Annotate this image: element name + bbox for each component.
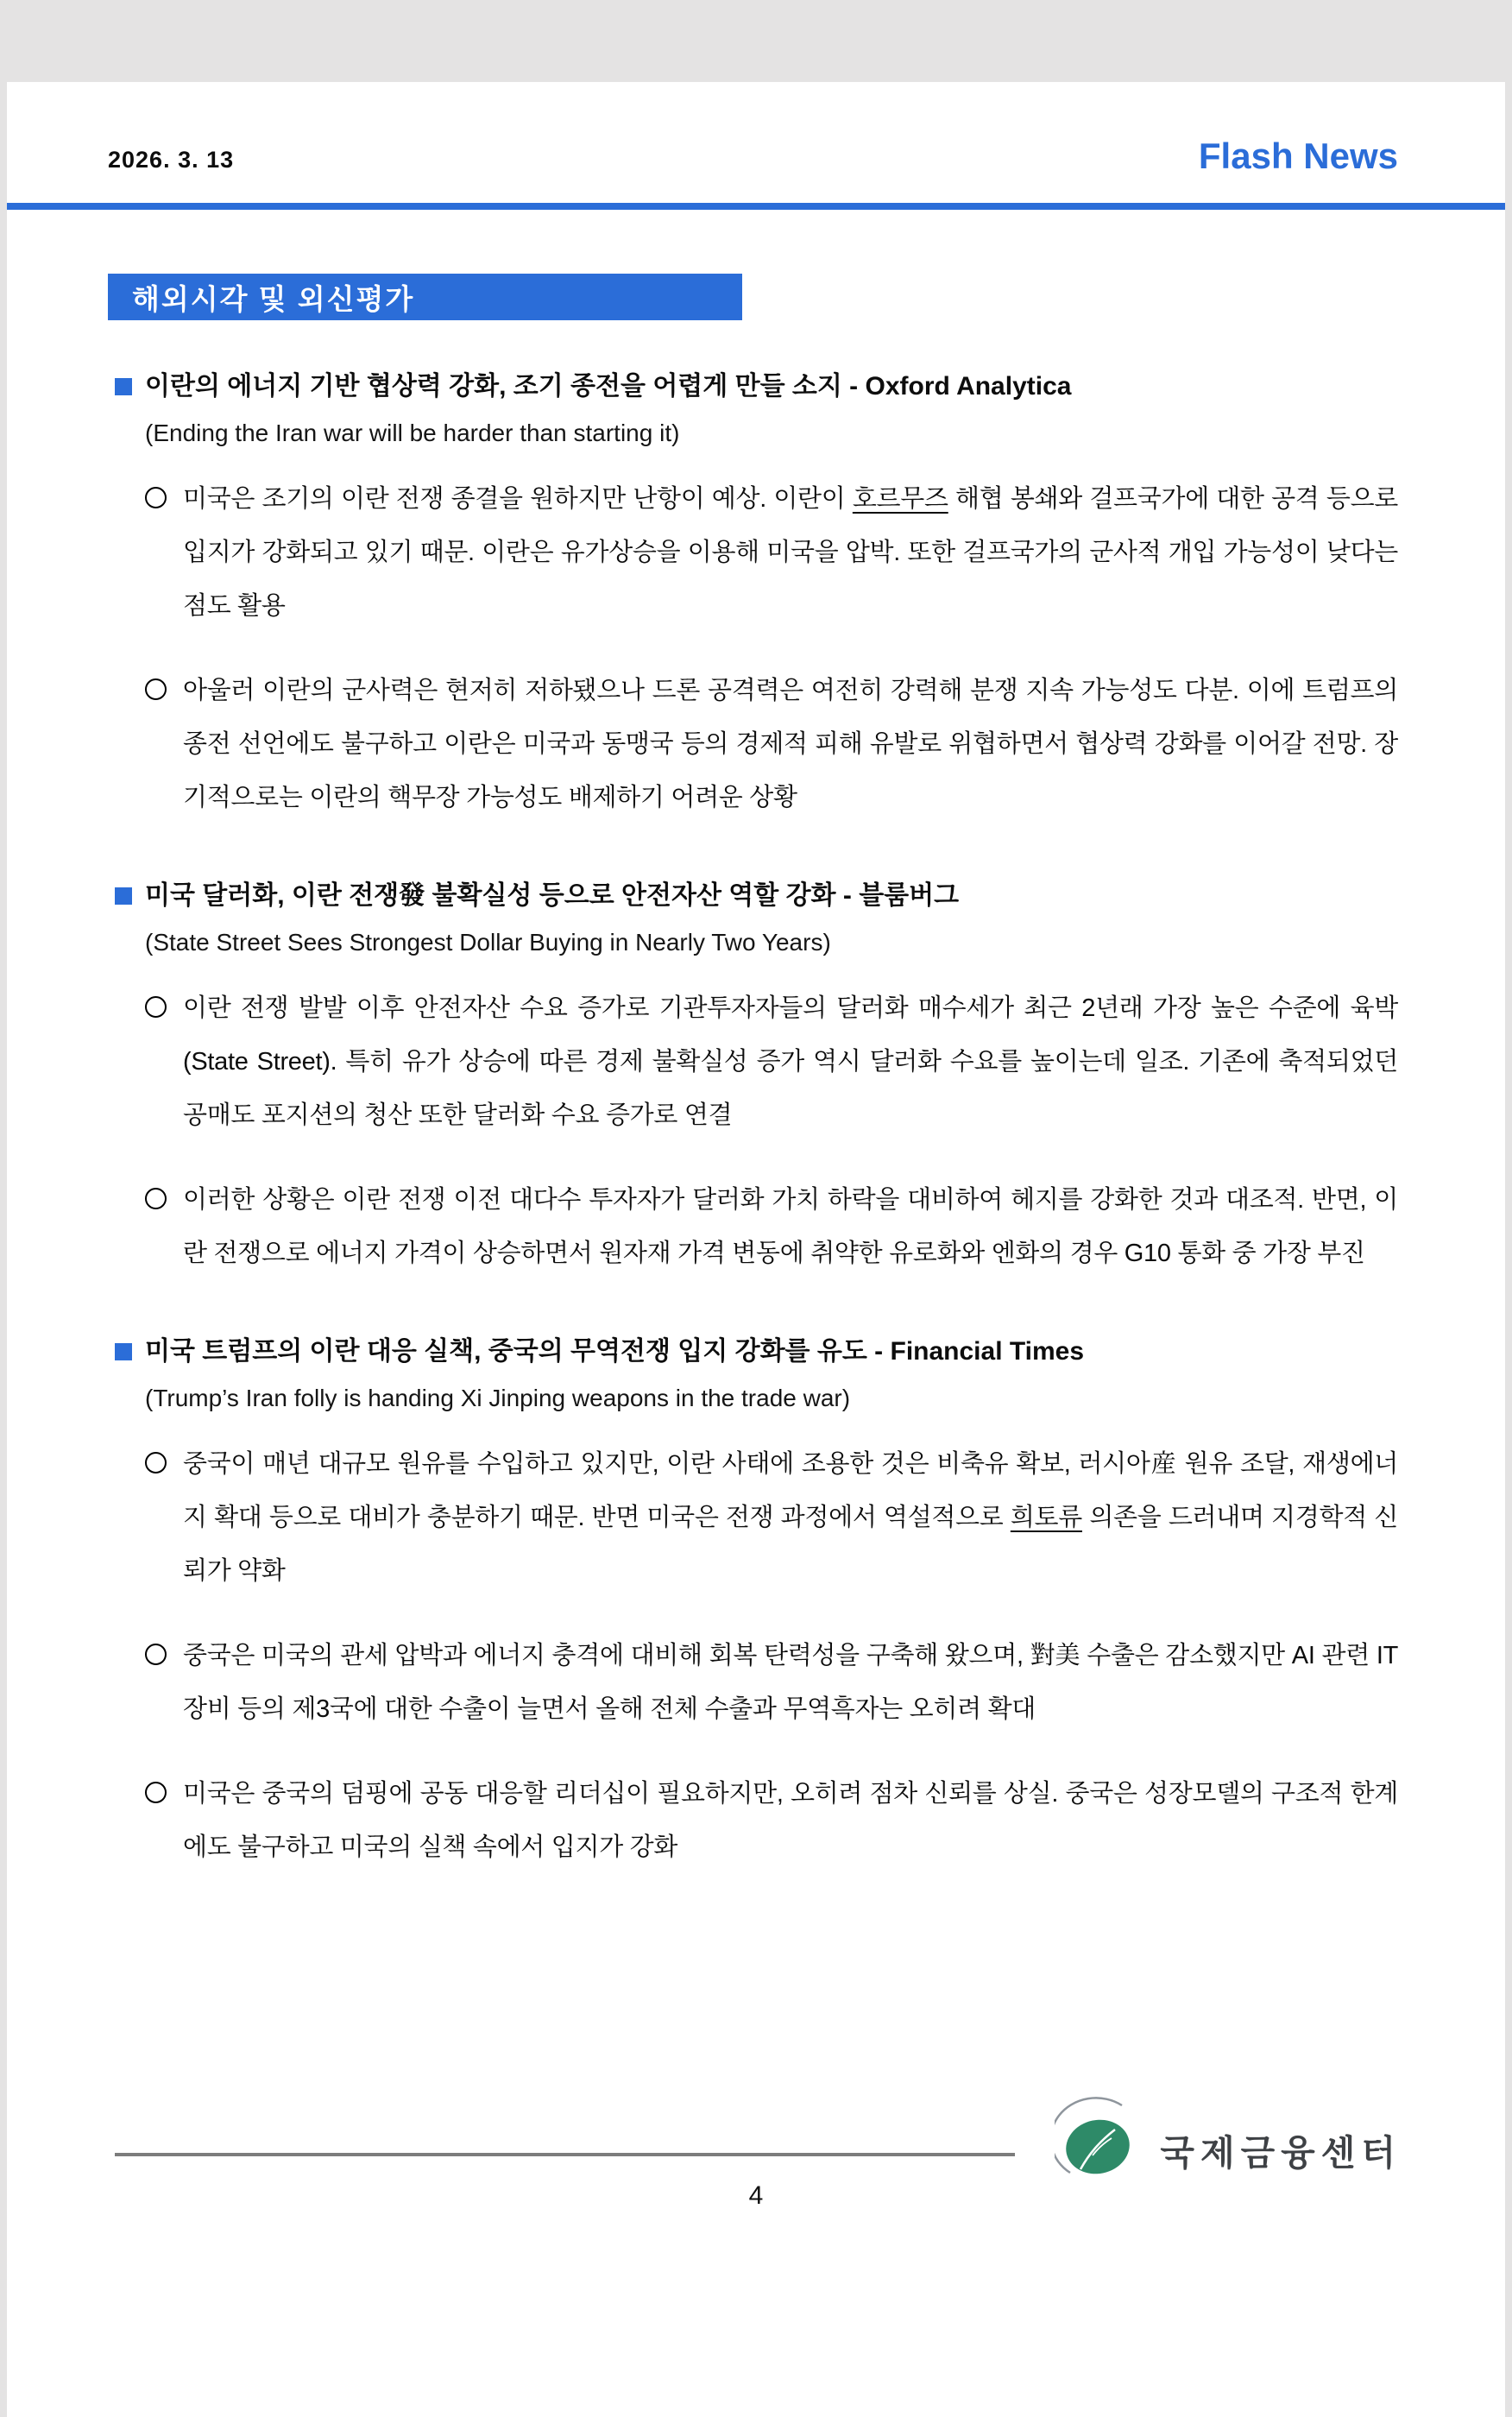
bullet-point-text: 이러한 상황은 이란 전쟁 이전 대다수 투자자가 달러화 가치 하락을 대비하여 헤지를 강화한 것과 대조적. 반면, 이란 전쟁으로 에너지 가격이 상승하면서 원자재 가격 변동에 취약한 유로화와 엔화의 경우 G10 통화 중 가장 부진: [183, 1186, 1398, 1267]
bullet-point-text: 미국은 중국의 덤핑에 공동 대응할 리더십이 필요하지만, 오히려 점차 신뢰를 상실. 중국은 성장모델의 구조적 한계에도 불구하고 미국의 실책 속에서 입지가 강화: [183, 1780, 1398, 1861]
article: [115, 367, 1398, 824]
footer-divider: [115, 2153, 1015, 2156]
square-bullet-icon: [115, 1343, 132, 1360]
article-points: [115, 472, 1398, 824]
institute-logo: [1055, 2093, 1402, 2180]
bullet-point: [145, 1767, 1398, 1874]
article: [115, 876, 1398, 1280]
section-title-bar: [108, 274, 742, 320]
article-headline-row: [115, 367, 1398, 407]
bullet-point: [145, 1629, 1398, 1736]
article-subtitle: (Trump’s Iran folly is handing Xi Jinping weapons in the trade war): [145, 1385, 851, 1411]
report-brand-title: Flash News: [1198, 136, 1398, 176]
circle-bullet-icon: [145, 664, 183, 824]
circle-bullet-icon: [145, 472, 183, 633]
article-headline: 미국 트럼프의 이란 대응 실책, 중국의 무역전쟁 입지 강화를 유도 - Financial Times: [145, 1337, 1085, 1366]
article-headline: 이란의 에너지 기반 협상력 강화, 조기 종전을 어렵게 만들 소지 - Oxford Analytica: [145, 372, 1072, 401]
page-number: 4: [748, 2181, 764, 2210]
page-footer: [115, 2093, 1402, 2180]
article-headline-row: [115, 876, 1398, 916]
header-divider: [7, 203, 1505, 210]
article-subtitle: (State Street Sees Strongest Dollar Buying in Nearly Two Years): [145, 929, 831, 956]
article-points: [115, 1437, 1398, 1874]
article-points: [115, 981, 1398, 1280]
bullet-point: [145, 981, 1398, 1142]
page-header: [108, 123, 1398, 177]
article-subtitle: (Ending the Iran war will be harder than starting it): [145, 420, 680, 446]
section-title: 해외시각 및 외신평가: [132, 282, 415, 315]
article-headline-row: [115, 1332, 1398, 1372]
square-bullet-icon: [115, 887, 132, 905]
circle-bullet-icon: [145, 1173, 183, 1280]
square-bullet-icon: [115, 378, 132, 395]
bullet-point-text: 중국은 미국의 관세 압박과 에너지 충격에 대비해 회복 탄력성을 구축해 왔으며, 對美 수출은 감소했지만 AI 관련 IT 장비 등의 제3국에 대한 수출이 늘면서 올해 전체 수출과 무역흑자는 오히려 확대: [183, 1642, 1398, 1723]
institute-name: 국제금융센터: [1160, 2132, 1402, 2173]
article: [115, 1332, 1398, 1874]
bullet-point-text: 이란 전쟁 발발 이후 안전자산 수요 증가로 기관투자자들의 달러화 매수세가 최근 2년래 가장 높은 수준에 육박(State Street). 특히 유가 상승에 따른 경제 불확실성 증가 역시 달러화 수요를 높이는데 일조. 기존에 축적되었던 공매도 포지션의 청산 또한 달러화 수요 증가로 연결: [183, 994, 1398, 1129]
bullet-point-text: 중국이 매년 대규모 원유를 수입하고 있지만, 이란 사태에 조용한 것은 비축유 확보, 러시아産 원유 조달, 재생에너지 확대 등으로 대비가 충분하기 때문. 반면 미국은 전쟁 과정에서 역설적으로 희토류 의존을 드러내며 지경학적 신뢰가 약화: [183, 1450, 1398, 1585]
bullet-point: [145, 1437, 1398, 1598]
report-date: 2026. 3. 13: [108, 147, 235, 173]
bullet-point: [145, 472, 1398, 633]
bullet-point: [145, 1173, 1398, 1280]
circle-bullet-icon: [145, 981, 183, 1142]
circle-bullet-icon: [145, 1629, 183, 1736]
section-content: [115, 367, 1398, 1874]
article-headline: 미국 달러화, 이란 전쟁發 불확실성 등으로 안전자산 역할 강화 - 블룸버그: [145, 881, 960, 910]
bullet-point-text: 아울러 이란의 군사력은 현저히 저하됐으나 드론 공격력은 여전히 강력해 분쟁 지속 가능성도 다분. 이에 트럼프의 종전 선언에도 불구하고 이란은 미국과 동맹국 등의 경제적 피해 유발로 위협하면서 협상력 강화를 이어갈 전망. 장기적으로는 이란의 핵무장 가능성도 배제하기 어려운 상황: [183, 677, 1398, 811]
institute-logo-icon: [1055, 2093, 1151, 2180]
report-page: [7, 82, 1505, 2417]
circle-bullet-icon: [145, 1437, 183, 1598]
bullet-point: [145, 664, 1398, 824]
bullet-point-text: 미국은 조기의 이란 전쟁 종결을 원하지만 난항이 예상. 이란이 호르무즈 해협 봉쇄와 걸프국가에 대한 공격 등으로 입지가 강화되고 있기 때문. 이란은 유가상승을 이용해 미국을 압박. 또한 걸프국가의 군사적 개입 가능성이 낮다는 점도 활용: [183, 485, 1398, 620]
circle-bullet-icon: [145, 1767, 183, 1874]
